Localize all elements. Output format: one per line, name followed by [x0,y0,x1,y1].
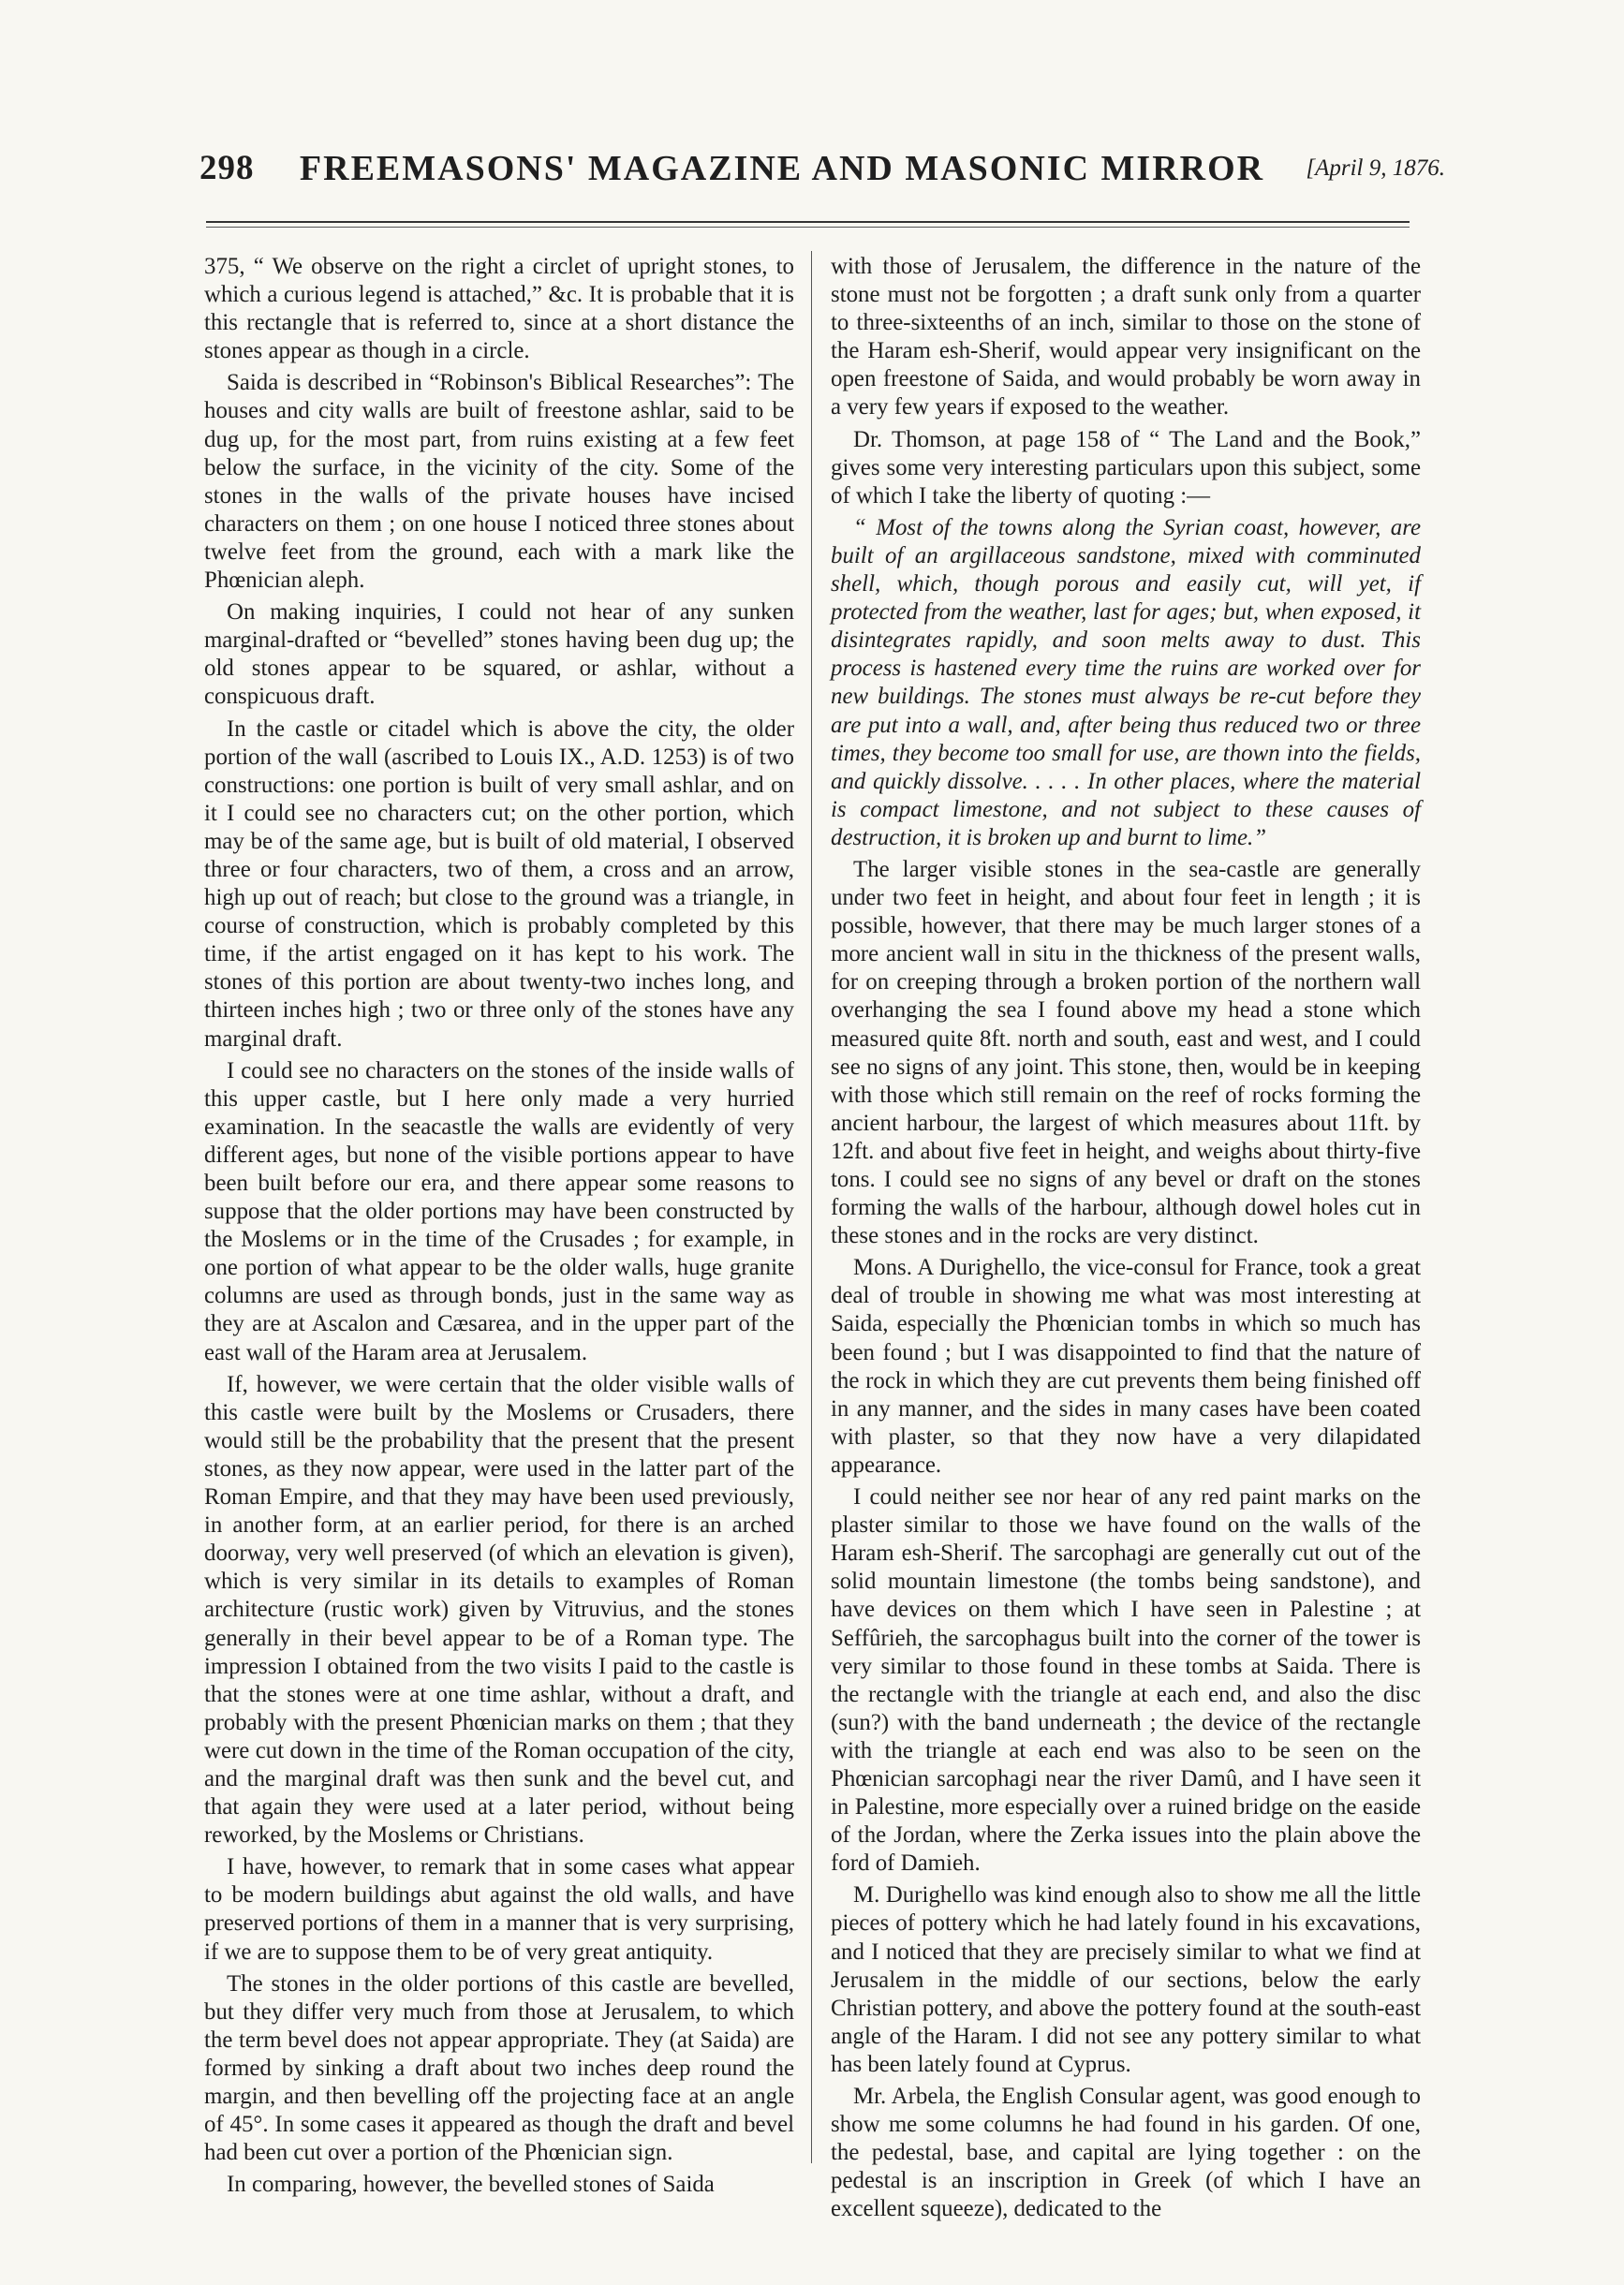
page-number: 298 [199,149,255,187]
paragraph: I could see no characters on the stones of the inside walls of this upper castle, but I here only made a very hurried examination. In the seacastle the walls are evidently of very different ages, but none of the visible portions appear to have been built before our era, and there appear some reasons to suppose that the older portions may have been constructed by the Moslems or in the time of the Crusades ; for example, in one portion of what appear to be the older walls, huge granite columns are used as through bonds, just in the same way as they are at Ascalon and Cæsarea, and in the upper part of the east wall of the Haram area at Jerusalem. [204,1057,794,1365]
paragraph: with those of Jerusalem, the difference in the nature of the stone must not be forgotten ; a draft sunk only from a quarter to three-sixteenths of an inch, similar to those on the stone of the Haram esh-Sherif, would appear very insignificant on the open freestone of Saida, and would probably be worn away in a very few years if exposed to the weather. [831,254,1421,420]
paragraph: Mr. Arbela, the English Consular agent, was good enough to show me some columns he had found in his garden. Of one, the pedestal, base, and capital are lying together : on the pedestal is an inscription in Greek (of which I have an excellent squeeze), dedicated to the [831,2084,1421,2222]
left-column [204,253,794,2198]
running-title: FREEMASONS' MAGAZINE AND MASONIC MIRROR [299,149,1265,188]
header-rule [206,221,1410,223]
paragraph: In the castle or citadel which is above the city, the older portion of the wall (ascribed to Louis IX., A.D. 1253) is of two constructions: one portion is built of very small ashlar, and on it I could see no characters cut; on the other portion, which may be of the same age, but is built of old material, I observed three or four characters, two of them, a cross and an arrow, high up out of reach; but close to the ground was a triangle, in course of construction, which is probably completed by this time, if the artist engaged on it has kept to his work. The stones of this portion are about twenty-two inches long, and thirteen inches high ; two or three only of the stones have any marginal draft. [204,715,794,1052]
paragraph: 375, “ We observe on the right a circlet of upright stones, to which a curious legend is attached,” &c. It is probable that it is this rectangle that is referred to, since at a short distance the stones appear as though in a circle. [204,254,794,364]
paragraph: On making inquiries, I could not hear of any sunken marginal-drafted or “bevelled” stones having been dug up; the old stones appear to be squared, or ashlar, without a conspicuous draft. [204,599,794,710]
paragraph: I could neither see nor hear of any red paint marks on the plaster similar to those we have found on the walls of the Haram esh-Sherif. The sarcophagi are generally cut out of the solid mountain limestone (the tombs being sandstone), and have devices on them which I have seen in Palestine ; at Seffûrieh, the sarcophagus built into the corner of the tower is very similar to those found in these tombs at Saida. There is the rectangle with the triangle at each end, and also the disc (sun?) with the band underneath ; the device of the rectangle with the triangle at each end was also to be seen on the Phœnician sarcophagi near the river Damû, and I have seen it in Palestine, more especially over a ruined bridge on the easide of the Jordan, where the Zerka issues into the plain above the ford of Damieh. [831,1484,1421,1877]
paragraph: The stones in the older portions of this castle are bevelled, but they differ very much from those at Jerusalem, to which the term bevel does not appear appropriate. They (at Saida) are formed by sinking a draft about two inches deep round the margin, and then bevelling off the projecting face at an angle of 45°. In some cases it appeared as though the draft and bevel had been cut over a portion of the Phœnician sign. [204,1970,794,2166]
page-header [199,140,1445,197]
paragraph: Dr. Thomson, at page 158 of “ The Land and the Book,” gives some very interesting particulars upon this subject, some of which I take the liberty of quoting :— [831,426,1421,509]
paragraph: Mons. A Durighello, the vice-consul for France, took a great deal of trouble in showing me what was most interesting at Saida, especially the Phœnician tombs in which so much has been found ; but I was disappointed to find that the nature of the rock in which they are cut prevents them being finished off in any manner, and the sides in many cases have been coated with plaster, so that they now have a very dilapidated appearance. [831,1255,1421,1478]
paragraph: M. Durighello was kind enough also to show me all the little pieces of pottery which he had lately found in his excavations, and I noticed that they are precisely similar to what we find at Jerusalem in the middle of our sections, below the early Christian pottery, and above the pottery found at the south-east angle of the Haram. I did not see any pottery similar to what has been lately found at Cyprus. [831,1882,1421,2077]
header-rule-thin [206,227,1410,228]
right-column [831,253,1421,2222]
issue-date: [April 9, 1876. [1306,155,1445,181]
paragraph: If, however, we were certain that the older visible walls of this castle were built by the Moslems or Crusaders, there would still be the probability that the present that the present stones, as they now appear, were used in the latter part of the Roman Empire, and that they may have been used previously, in another form, at an earlier period, for there is an arched doorway, very well preserved (of which an elevation is given), which is very similar in its details to examples of Roman architecture (rustic work) given by Vitruvius, and the stones generally in their bevel appear to be of a Roman type. The impression I obtained from the two visits I paid to the castle is that the stones were at one time ashlar, without a draft, and probably with the present Phœnician marks on them ; that they were cut down in the time of the Roman occupation of the city, and the marginal draft was then sunk and the bevel cut, and that again they were used at a later period, without being reworked, by the Moslems or Christians. [204,1371,794,1849]
paragraph: In comparing, however, the bevelled stones of Saida [227,2172,715,2198]
column-divider [811,251,812,2163]
paragraph: The larger visible stones in the sea-castle are generally under two feet in height, and about four feet in length ; it is possible, however, that there may be much larger stones of a more ancient wall in situ in the thickness of the present walls, for on creeping through a broken portion of the northern wall overhanging the sea I found above my head a stone which measured quite 8ft. north and south, east and west, and I could see no signs of any joint. This stone, then, would be in keeping with those which still remain on the reef of rocks forming the ancient harbour, the largest of which measures about 11ft. by 12ft. and about five feet in height, and weighs about thirty-five tons. I could see no signs of any bevel or draft on the stones forming the walls of the harbour, although dowel holes cut in these stones and in the rocks are very distinct. [831,856,1421,1249]
paragraph: Saida is described in “Robinson's Biblical Researches”: The houses and city walls are built of freestone ashlar, said to be dug up, for the most part, from ruins existing at a few feet below the surface, in the vicinity of the city. Some of the stones in the walls of the private houses have incised characters on them ; on one house I noticed three stones about twelve feet from the ground, each with a mark like the Phœnician aleph. [204,370,794,594]
paragraph: I have, however, to remark that in some cases what appear to be modern buildings abut against the old walls, and have preserved portions of them in a manner that is very surprising, if we are to suppose them to be of very great antiquity. [204,1854,794,1965]
quotation-paragraph: “ Most of the towns along the Syrian coast, however, are built of an argillaceous sandstone, mixed with comminuted shell, which, though porous and easily cut, will yet, if protected from the weather, last for ages; but, when exposed, it disintegrates rapidly, and soon melts away to dust. This process is hastened every time the ruins are worked over for new buildings. The stones must always be re-cut before they are put into a wall, and, after being thus reduced two or three times, they become too small for use, are thown into the fields, and quickly dissolve. . . . . In other places, where the material is compact limestone, and not subject to these causes of destruction, it is broken up and burnt to lime.” [831,514,1421,850]
